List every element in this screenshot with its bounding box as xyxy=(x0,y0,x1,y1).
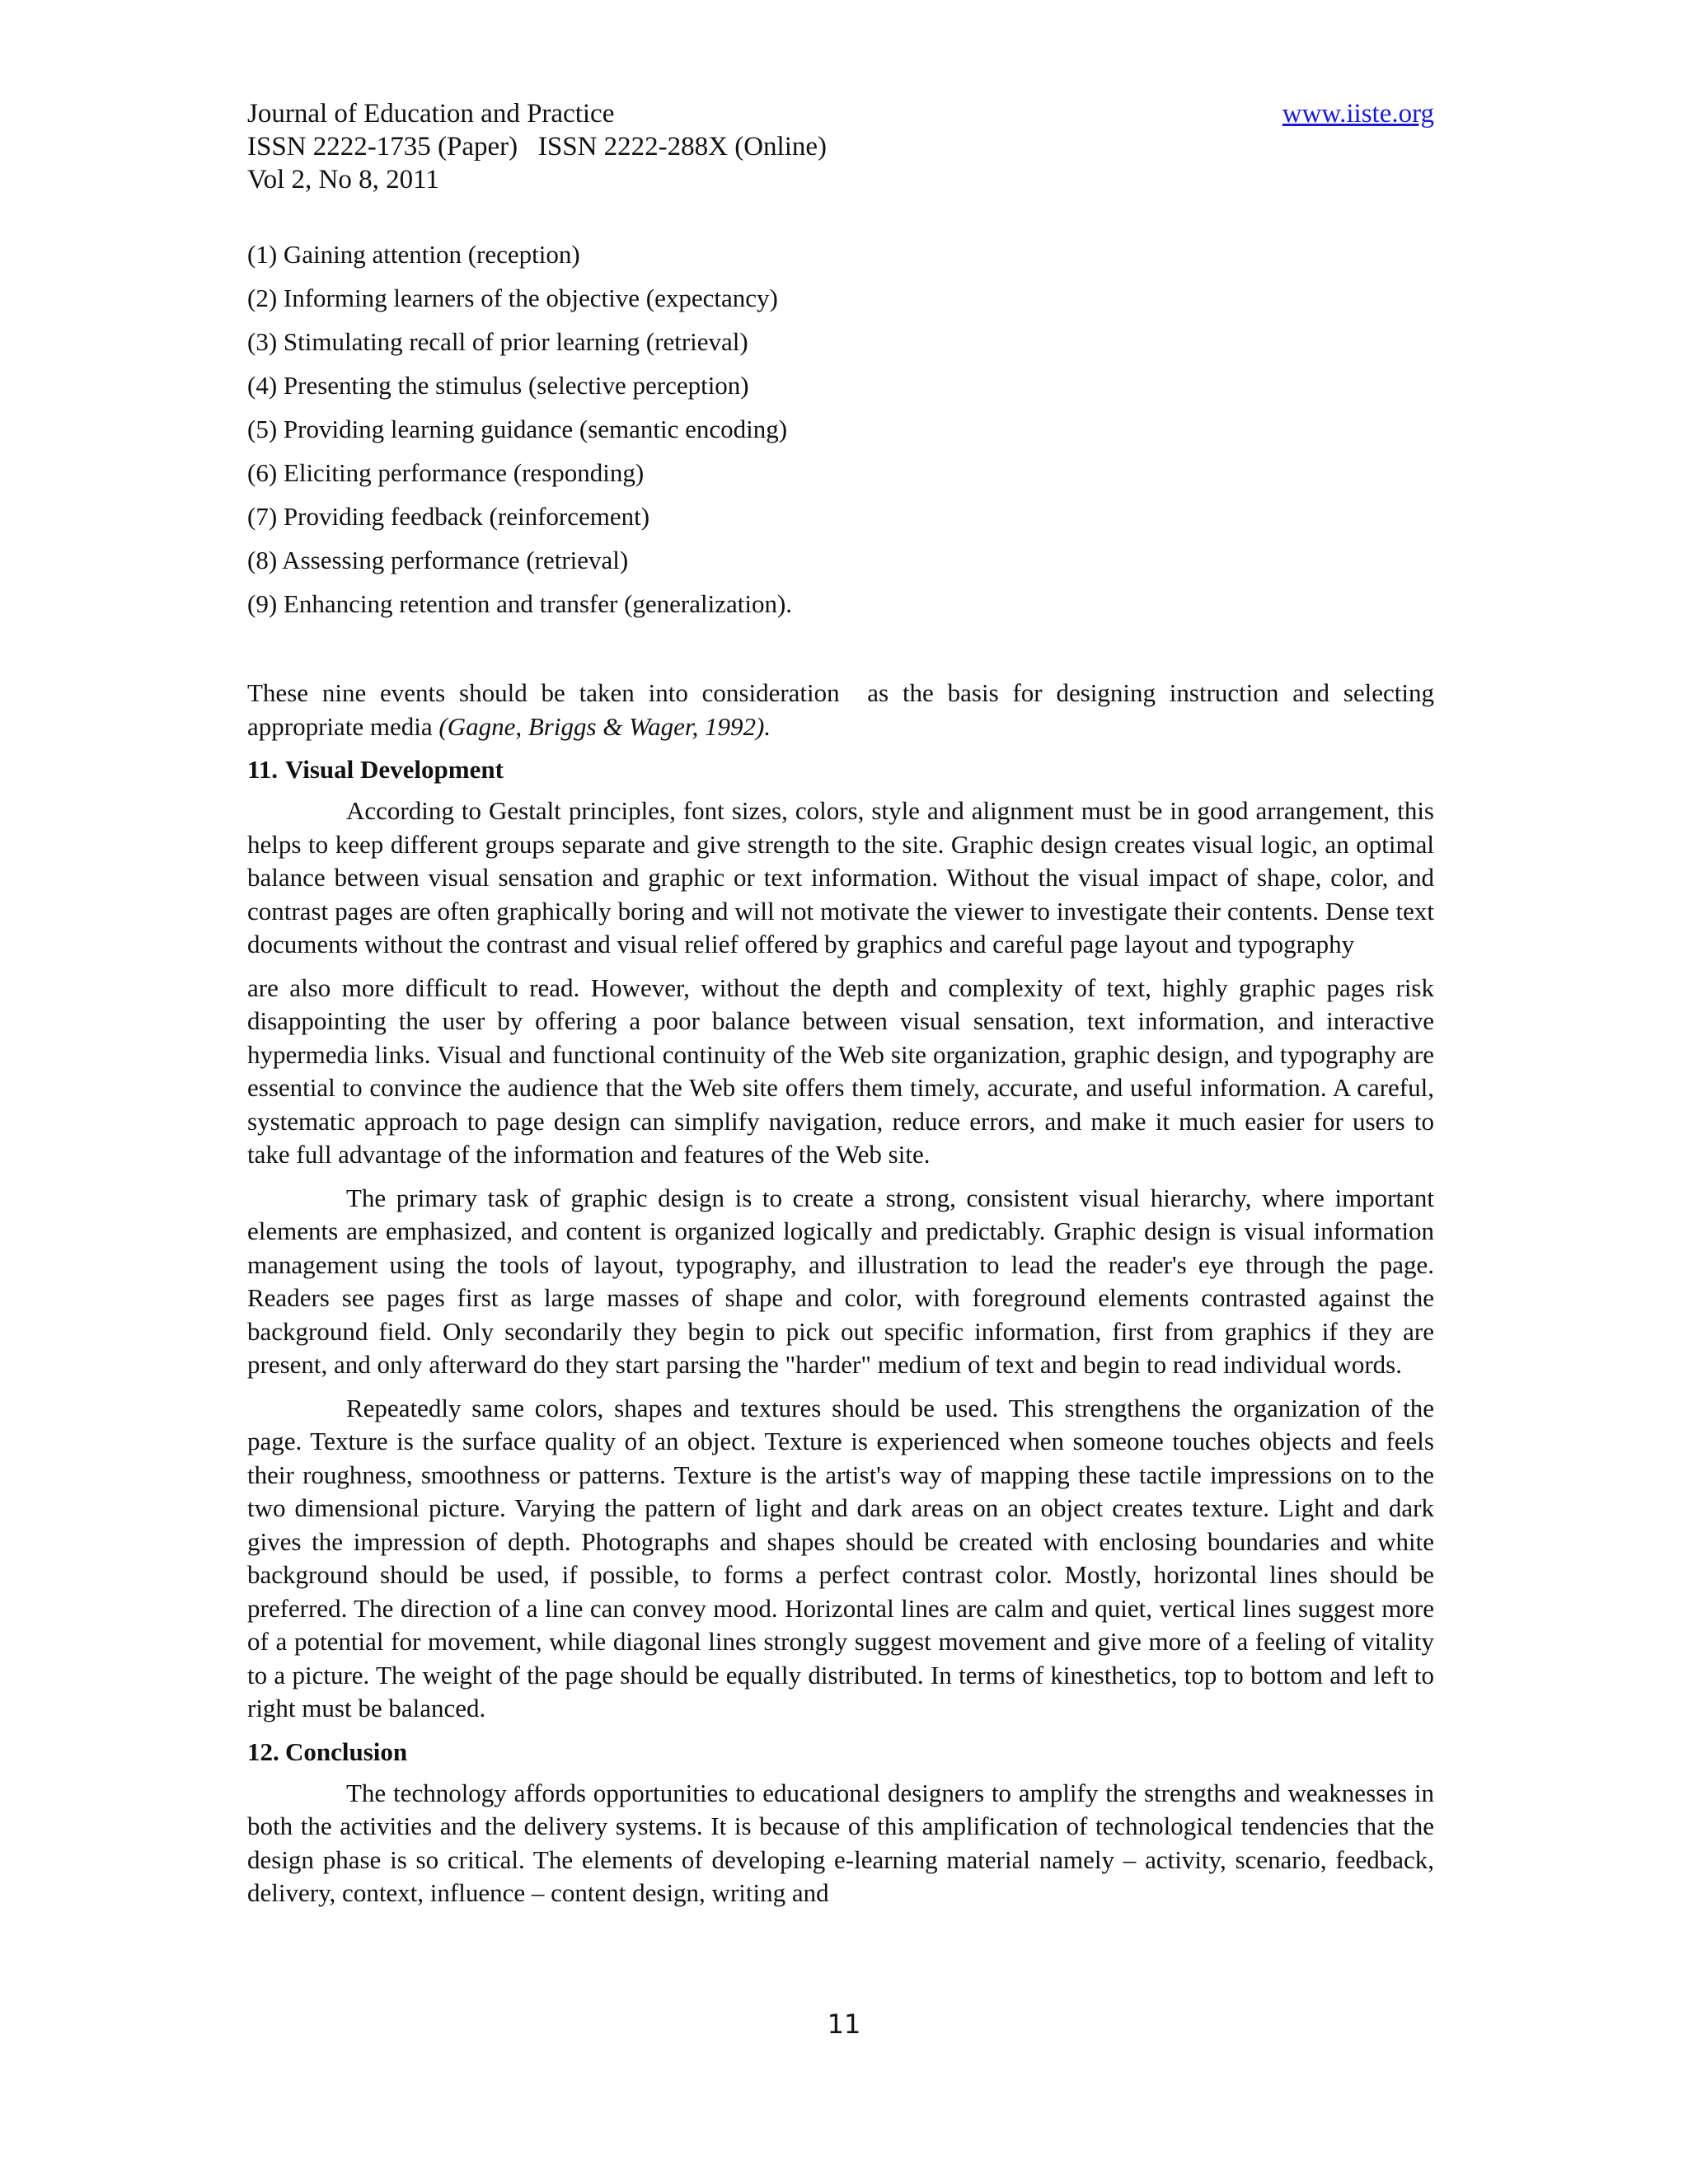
body-paragraph: According to Gestalt principles, font sizes, colors, style and alignment must be in good arrangement, this helps to keep different groups separate and give strength to the site. Graphic design creates visual logic, an optimal balance between visual sensation and graphic or text information. Without the visual impact of shape, color, and contrast pages are often graphically boring and will not motivate the viewer to investigate their contents. Dense text documents without the contrast and visual relief offered by graphics and careful page layout and typography xyxy=(247,796,1434,958)
list-item: (9) Enhancing retention and transfer (generalization). xyxy=(247,589,793,618)
body-paragraph: The technology affords opportunities to educational designers to amplify the strengths and weaknesses in both the activities and the delivery systems. It is because of this amplification of technological tendencies that the design phase is so critical. The elements of developing e-learning material namely – activity, scenario, feedback, delivery, context, influence – content design, writing and xyxy=(247,1778,1434,1907)
page-content xyxy=(247,97,1441,1910)
journal-name: Journal of Education and Practice xyxy=(247,99,615,129)
list-item: (2) Informing learners of the objective (expectancy) xyxy=(247,284,778,312)
section-heading-visual-development xyxy=(247,753,1434,786)
list-item: (7) Providing feedback (reinforcement) xyxy=(247,502,650,531)
section-title: Conclusion xyxy=(285,1736,408,1766)
journal-url-link[interactable]: www.iiste.org xyxy=(1282,99,1434,129)
section-title: Visual Development xyxy=(285,755,504,784)
journal-issn: ISSN 2222-1735 (Paper) ISSN 2222-288X (Online) xyxy=(247,132,828,162)
list-item: (6) Eliciting performance (responding) xyxy=(247,458,645,487)
journal-volume: Vol 2, No 8, 2011 xyxy=(247,165,439,194)
section-heading-conclusion xyxy=(247,1736,1434,1769)
list-item: (1) Gaining attention (reception) xyxy=(247,240,580,269)
section-number: 11. xyxy=(247,755,279,784)
list-item: (3) Stimulating recall of prior learning (retrieval) xyxy=(247,327,748,356)
list-item: (5) Providing learning guidance (semantic encoding) xyxy=(247,415,788,443)
events-summary-paragraph xyxy=(247,677,1441,743)
body-paragraph: Repeatedly same colors, shapes and textures should be used. This strengthens the organization of the page. Texture is the surface quality of an object. Texture is experienced when someone touches objects and feels their roughness, smoothness or patterns. Texture is the artist's way of mapping these tactile impressions on to the two dimensional picture. Varying the pattern of light and dark areas on an object creates texture. Light and dark gives the impression of depth. Photographs and shapes should be created with enclosing boundaries and white background should be used, if possible, to forms a perfect contrast color. Mostly, horizontal lines should be preferred. The direction of a line can convey mood. Horizontal lines are calm and quiet, vertical lines suggest more of a potential for movement, while diagonal lines strongly suggest movement and give more of a feeling of vitality to a picture. The weight of the page should be equally distributed. In terms of kinesthetics, top to bottom and left to right must be balanced. xyxy=(247,1393,1434,1722)
page-number: 11 xyxy=(827,2008,861,2040)
list-item: (4) Presenting the stimulus (selective perception) xyxy=(247,371,749,400)
running-header xyxy=(247,97,1434,196)
list-item: (8) Assessing performance (retrieval) xyxy=(247,546,629,574)
summary-text: These nine events should be taken into consideration as the basis for designing instruction and selecting appropriate media xyxy=(247,678,1441,741)
body-paragraph: are also more difficult to read. However, without the depth and complexity of text, highly graphic pages risk disappointing the user by offering a poor balance between visual sensation, text information, and interactive hypermedia links. Visual and functional continuity of the Web site organization, graphic design, and typography are essential to convince the audience that the Web site offers them timely, accurate, and useful information. A careful, systematic approach to page design can simplify navigation, reduce errors, and make it much easier for users to take full advantage of the information and features of the Web site. xyxy=(247,972,1434,1169)
section-number: 12. xyxy=(247,1736,279,1766)
nine-events-list xyxy=(247,232,1434,626)
body-paragraph: The primary task of graphic design is to create a strong, consistent visual hierarchy, where important elements are emphasized, and content is organized logically and predictably. Graphic design is visual information management using the tools of layout, typography, and illustration to lead the reader's eye through the page. Readers see pages first as large masses of shape and color, with foreground elements contrasted against the background field. Only secondarily they begin to pick out specific information, first from graphics if they are present, and only afterward do they start parsing the "harder" medium of text and begin to read individual words. xyxy=(247,1183,1434,1379)
summary-citation: (Gagne, Briggs & Wager, 1992). xyxy=(438,711,771,741)
